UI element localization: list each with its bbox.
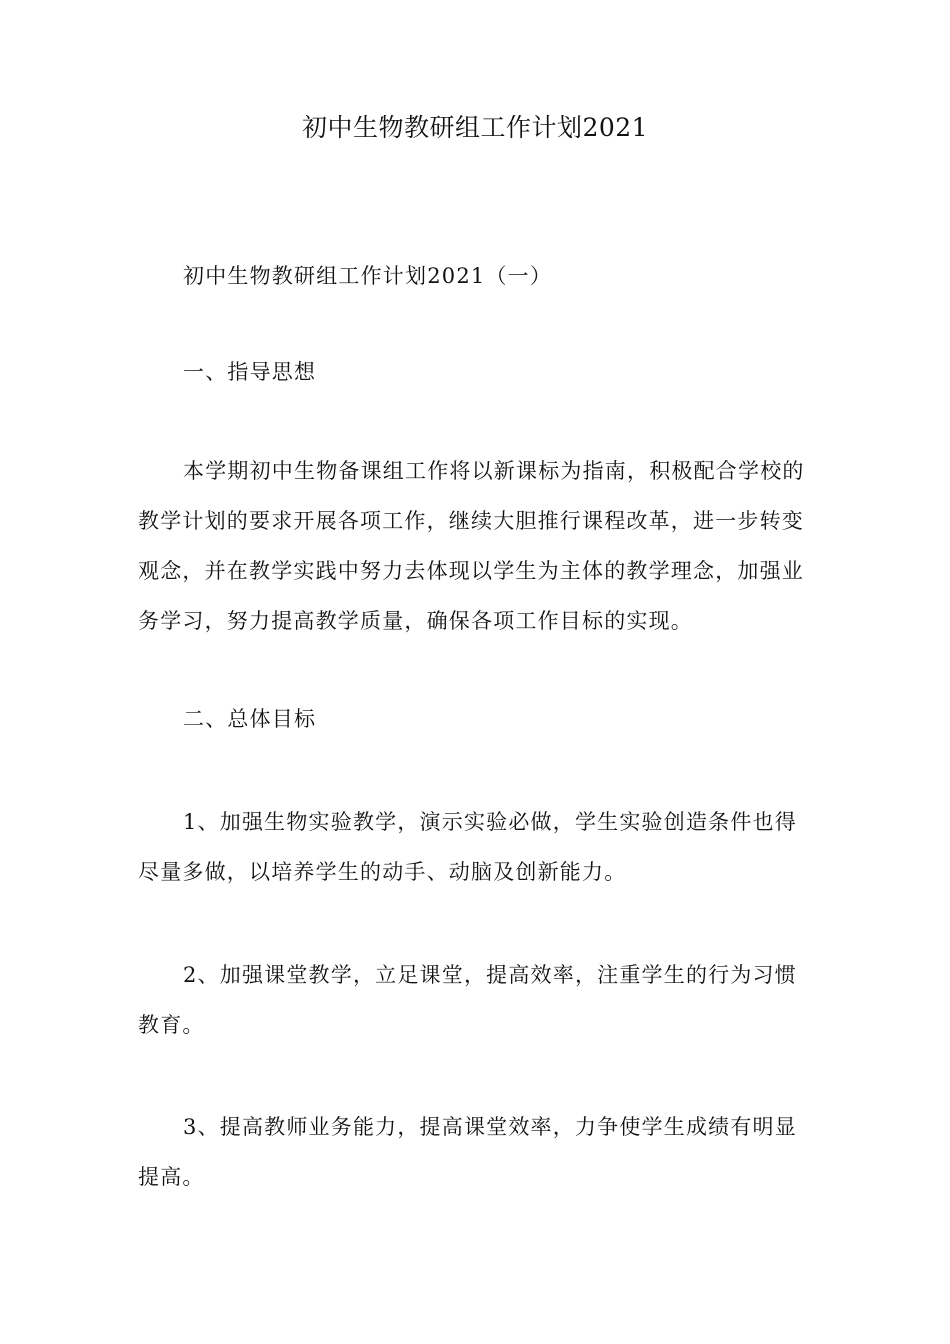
goal-line: 提高。 <box>138 1165 205 1189</box>
goal-item-1 <box>138 797 810 897</box>
paragraph-guiding-ideology <box>138 446 810 646</box>
goal-line: 1、加强生物实验教学，演示实验必做，学生实验创造条件也得 <box>183 810 797 834</box>
document-title: 初中生物教研组工作计划2021 <box>301 113 649 142</box>
paragraph-line: 观念，并在教学实践中努力去体现以学生为主体的教学理念，加强业 <box>138 559 804 583</box>
section-heading-guiding-ideology: 一、指导思想 <box>183 360 317 384</box>
section-heading-overall-goals: 二、总体目标 <box>183 707 317 731</box>
goal-line: 尽量多做，以培养学生的动手、动脑及创新能力。 <box>138 860 627 884</box>
paragraph-line: 教学计划的要求开展各项工作，继续大胆推行课程改革，进一步转变 <box>138 509 804 533</box>
goal-line: 2、加强课堂教学，立足课堂，提高效率，注重学生的行为习惯 <box>183 963 797 987</box>
goal-line: 3、提高教师业务能力，提高课堂效率，力争使学生成绩有明显 <box>183 1115 797 1139</box>
goal-item-3 <box>138 1102 810 1202</box>
goal-item-2 <box>138 950 810 1050</box>
subtitle: 初中生物教研组工作计划2021（一） <box>183 264 553 288</box>
paragraph-line: 务学习，努力提高教学质量，确保各项工作目标的实现。 <box>138 609 693 633</box>
goal-line: 教育。 <box>138 1013 205 1037</box>
paragraph-line: 本学期初中生物备课组工作将以新课标为指南，积极配合学校的 <box>183 459 805 483</box>
